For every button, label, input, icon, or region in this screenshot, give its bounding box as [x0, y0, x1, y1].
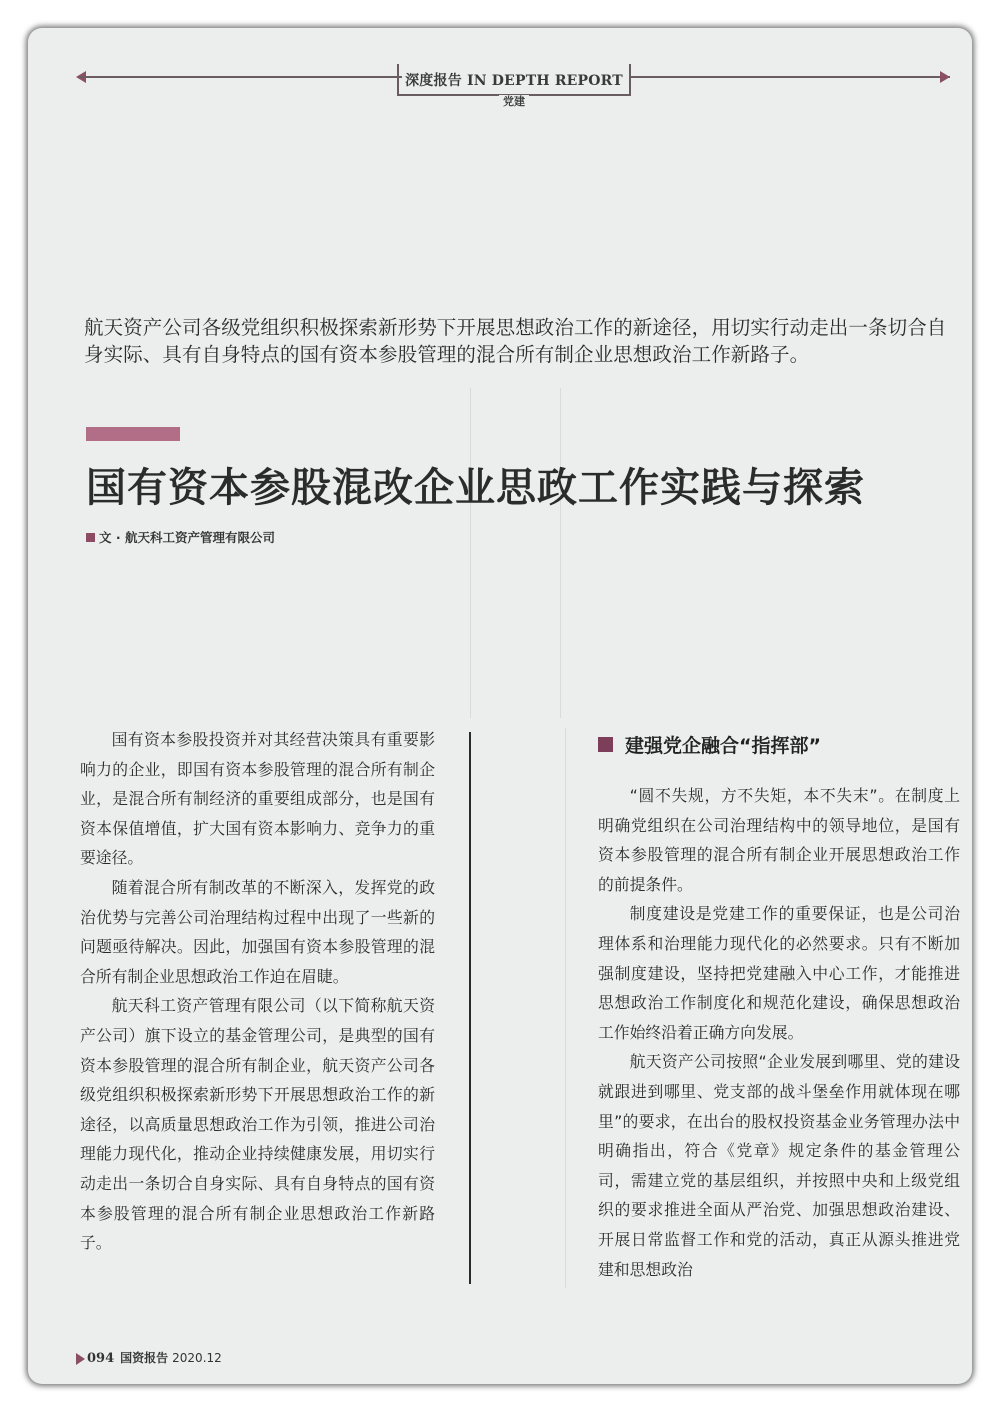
byline-text: 文 · 航天科工资产管理有限公司	[99, 530, 275, 545]
lead-paragraph: 航天资产公司各级党组织积极探索新形势下开展思想政治工作的新途径，用切实行动走出一条切合自身实际、具有自身特点的国有资本参股管理的混合所有制企业思想政治工作新路子。	[84, 316, 947, 366]
article-title: 国有资本参股混改企业思政工作实践与探索	[86, 465, 865, 511]
left-column	[80, 725, 435, 1258]
body-paragraph: 随着混合所有制改革的不断深入，发挥党的政治优势与完善公司治理结构过程中出现了一些新的问题亟待解决。因此，加强国有资本参股管理的混合所有制企业思想政治工作迫在眉睫。	[80, 877, 435, 986]
header-rule-left	[80, 76, 402, 78]
byline	[86, 528, 275, 546]
section-heading-text: 建强党企融合“指挥部”	[625, 735, 821, 757]
body-paragraph: “圆不失规，方不失矩，本不失末”。在制度上明确党组织在公司治理结构中的领导地位，是国有资本参股管理的混合所有制企业开展思想政治工作的前提条件。	[598, 786, 960, 894]
section-square-icon	[598, 737, 613, 752]
body-paragraph: 航天资产公司按照“企业发展到哪里、党的建设就跟进到哪里、党支部的战斗堡垒作用就体现在哪里”的要求，在出台的股权投资基金业务管理办法中明确指出，符合《党章》规定条件的基金管理公司，需建立党的基层组织，并按照中央和上级党组织的要求推进全面从严治党、加强思想政治建设、开展日常监督工作和党的活动，真正从源头推进党建和思想政治	[598, 1052, 960, 1279]
magazine-page	[28, 28, 972, 1384]
header-rule-right	[630, 76, 950, 78]
body-paragraph: 国有资本参股投资并对其经营决策具有重要影响力的企业，即国有资本参股管理的混合所有制企业，是混合所有制经济的重要组成部分，也是国有资本保值增值，扩大国有资本影响力、竞争力的重要途径。	[80, 730, 435, 868]
right-column	[598, 781, 960, 1284]
footer-arrow-icon	[76, 1353, 85, 1365]
issue-date: 2020.12	[172, 1351, 222, 1365]
header-banner	[397, 64, 629, 108]
title-accent-bar	[86, 427, 180, 441]
page-footer	[76, 1349, 222, 1366]
section-heading	[598, 731, 821, 758]
header-section: 党建	[499, 95, 529, 108]
show-through-rule	[565, 728, 566, 1288]
body-paragraph: 制度建设是党建工作的重要保证，也是公司治理体系和治理能力现代化的必然要求。只有不断加强制度建设，坚持把党建融入中心工作，才能推进思想政治工作制度化和规范化建设，确保思想政治工作始终沿着正确方向发展。	[598, 904, 960, 1042]
show-through-rule	[470, 388, 471, 718]
show-through-rule	[560, 388, 561, 718]
column-divider	[469, 732, 471, 1284]
page-number: 094	[87, 1351, 115, 1366]
header-right-arrow-icon	[940, 71, 950, 83]
byline-square-icon	[86, 533, 95, 542]
header-title: 深度报告 IN DEPTH REPORT	[405, 73, 623, 89]
magazine-name: 国资报告	[120, 1351, 169, 1365]
body-paragraph: 航天科工资产管理有限公司（以下简称航天资产公司）旗下设立的基金管理公司，是典型的国有资本参股管理的混合所有制企业，航天资产公司各级党组织积极探索新形势下开展思想政治工作的新途径，以高质量思想政治工作为引领，推进公司治理能力现代化，推动企业持续健康发展，用切实行动走出一条切合自身实际、具有自身特点的国有资本参股管理的混合所有制企业思想政治工作新路子。	[80, 996, 435, 1253]
